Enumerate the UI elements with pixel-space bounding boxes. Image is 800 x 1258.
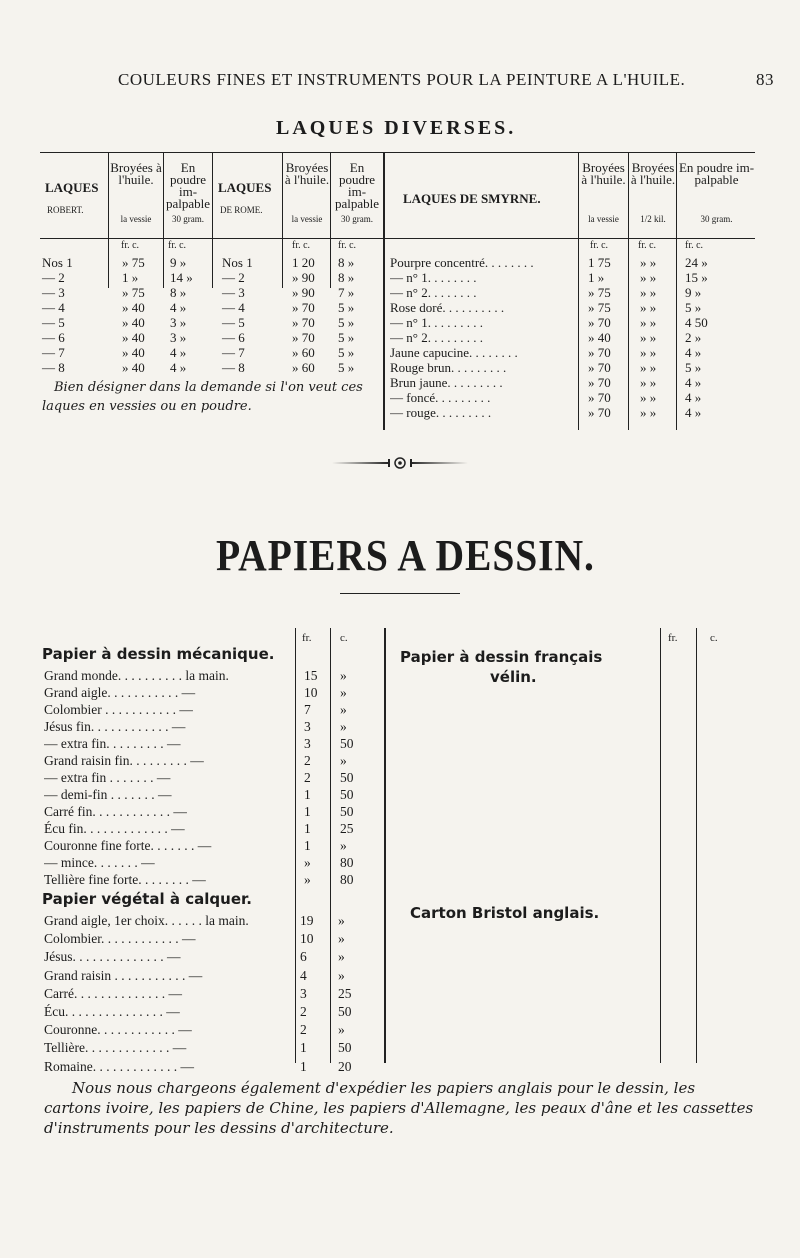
row-number: — 8 — [222, 360, 245, 375]
footer-note: Nous nous chargeons également d'expédier les papiers anglais pour le dessin, les cartons ivoire, les papiers de Chine, les papiers d'Allemagne, les peaux d'âne et les cassettes d'instruments pour les dessins d'architecture. — [44, 1079, 754, 1137]
price-vessie: » 70 — [588, 390, 611, 405]
row-number: — 8 — [42, 360, 65, 375]
laques-rome-sub: DE ROME. — [220, 205, 263, 215]
price-vessie: » 40 — [122, 360, 145, 375]
paper-item: Carré fin. . . . . . . . . . . . — — [44, 804, 187, 819]
price-fr: 1 — [304, 821, 311, 836]
price-vessie: » 40 — [122, 315, 145, 330]
paper-item: Jésus. . . . . . . . . . . . . . — — [44, 949, 181, 965]
header-broyees: Broyées à l'huile. — [284, 160, 330, 187]
price-poudre: 8 » — [338, 255, 355, 270]
row-number: — 4 — [42, 300, 65, 315]
paper-item: — mince. . . . . . . — — [44, 855, 155, 870]
price-vessie: » 75 — [588, 285, 611, 300]
veg-title: Papier végétal à calquer. — [42, 890, 252, 908]
price-fr: 2 — [300, 1022, 307, 1038]
row-number: — 6 — [42, 330, 65, 345]
price-c: 50 — [340, 770, 354, 785]
paper-item: Jésus fin. . . . . . . . . . . . — — [44, 719, 186, 734]
col-divider — [578, 152, 579, 430]
price-poudre: 5 » — [338, 345, 355, 360]
row-number: — 6 — [222, 330, 245, 345]
price-c: 50 — [340, 787, 354, 802]
table-header-rule — [40, 238, 755, 239]
col-divider — [108, 152, 109, 288]
price-vessie: » 40 — [588, 330, 611, 345]
price-c: 25 — [338, 985, 352, 1001]
row-number: Nos 1 — [42, 255, 73, 270]
price-poudre: 3 » — [170, 330, 187, 345]
price-c: 80 — [340, 872, 354, 887]
price-c: 80 — [340, 855, 354, 870]
price-half-kilo: » » — [640, 315, 657, 330]
col-divider — [660, 628, 661, 1063]
price-poudre: 4 » — [685, 390, 702, 405]
price-half-kilo: » » — [640, 330, 657, 345]
price-fr: 7 — [304, 702, 311, 717]
price-poudre: 2 » — [685, 330, 702, 345]
price-half-kilo: » » — [640, 360, 657, 375]
price-poudre: 5 » — [338, 300, 355, 315]
price-fr: 1 — [304, 838, 311, 853]
price-c: » — [338, 913, 345, 928]
price-vessie: » 90 — [292, 285, 315, 300]
paper-item: — extra fin . . . . . . . — — [44, 770, 171, 785]
price-fr: » — [304, 872, 311, 887]
price-fr: 3 — [304, 736, 311, 751]
smyrne-item: Rouge brun. . . . . . . . . — [390, 360, 507, 375]
price-vessie: » 70 — [588, 375, 611, 390]
header-30g: 30 gram. — [172, 214, 204, 224]
price-c: 50 — [338, 1040, 352, 1056]
price-c: » — [340, 719, 347, 734]
laques-robert-sub: ROBERT. — [47, 205, 84, 215]
smyrne-item: — rouge. . . . . . . . . — [390, 405, 492, 420]
price-fr: 3 — [300, 985, 307, 1001]
row-number: — 3 — [42, 285, 65, 300]
smyrne-item: Jaune capucine. . . . . . . . — [390, 345, 518, 360]
unit-label: fr. c. — [685, 240, 704, 251]
price-vessie: » 60 — [292, 345, 315, 360]
price-c: » — [338, 931, 345, 947]
price-vessie: » 40 — [122, 300, 145, 315]
price-fr: 19 — [300, 913, 314, 928]
paper-item: Grand aigle, 1er choix. . . . . . la main. — [44, 913, 249, 928]
price-half-kilo: » » — [640, 285, 657, 300]
paper-item: Couronne. . . . . . . . . . . . — — [44, 1022, 192, 1038]
fr-label: fr. — [302, 632, 312, 644]
price-c: 50 — [340, 804, 354, 819]
price-fr: 1 — [300, 1058, 307, 1074]
price-c: » — [340, 685, 347, 700]
header-poudre: En poudre im-palpable — [165, 160, 211, 211]
price-poudre: 8 » — [338, 270, 355, 285]
paper-item: Grand raisin . . . . . . . . . . . — — [44, 967, 203, 983]
header-30g: 30 gram. — [341, 214, 373, 224]
price-fr: 3 — [304, 719, 311, 734]
paper-item: Grand raisin fin. . . . . . . . . — — [44, 753, 204, 768]
smyrne-item: Pourpre concentré. . . . . . . . — [390, 255, 534, 270]
row-number: — 7 — [42, 345, 65, 360]
price-vessie: » 70 — [588, 360, 611, 375]
price-poudre: 4 » — [170, 300, 187, 315]
smyrne-item: — n° 1. . . . . . . . — [390, 270, 477, 285]
price-poudre: 5 » — [338, 360, 355, 375]
unit-label: fr. c. — [590, 240, 609, 251]
price-poudre: 24 » — [685, 255, 708, 270]
row-number: — 2 — [222, 270, 245, 285]
col-divider — [282, 152, 283, 288]
col-divider — [628, 152, 629, 430]
c-label: c. — [710, 632, 718, 644]
header-12kil: 1/2 kil. — [640, 214, 666, 224]
price-fr: 2 — [300, 1004, 307, 1019]
paper-item: Colombier . . . . . . . . . . . — — [44, 702, 193, 717]
price-c: » — [338, 949, 345, 965]
price-fr: 6 — [300, 949, 307, 965]
smyrne-item: — n° 2. . . . . . . . — [390, 285, 477, 300]
price-vessie: 1 75 — [588, 255, 611, 270]
col-divider — [163, 152, 164, 288]
paper-item: — demi-fin . . . . . . . — — [44, 787, 172, 802]
header-broyees: Broyées à l'huile. — [110, 160, 162, 187]
laques-rome-title: LAQUES — [218, 180, 272, 195]
header-vessie: la vessie — [588, 214, 619, 224]
unit-label: fr. c. — [168, 240, 187, 251]
smyrne-item: Rose doré. . . . . . . . . . — [390, 300, 505, 315]
paper-item: Écu fin. . . . . . . . . . . . . — — [44, 821, 185, 836]
price-half-kilo: » » — [640, 405, 657, 420]
price-c: 25 — [340, 821, 354, 836]
price-vessie: » 70 — [292, 330, 315, 345]
header-broyees-2: Broyées à l'huile. — [630, 160, 676, 187]
price-c: » — [338, 967, 345, 983]
price-vessie: 1 20 — [292, 255, 315, 270]
price-fr: 4 — [300, 967, 307, 983]
price-vessie: » 40 — [122, 330, 145, 345]
laques-smyrne-title: LAQUES DE SMYRNE. — [403, 191, 541, 206]
row-number: — 2 — [42, 270, 65, 285]
price-c: » — [340, 838, 347, 853]
header-30g: 30 gram. — [700, 214, 733, 224]
smyrne-item: — n° 1. . . . . . . . . — [390, 315, 483, 330]
price-vessie: » 40 — [122, 345, 145, 360]
price-poudre: 4 » — [170, 345, 187, 360]
price-vessie: 1 » — [122, 270, 139, 285]
paper-item: — extra fin. . . . . . . . . — — [44, 736, 181, 751]
meca-title: Papier à dessin mécanique. — [42, 645, 275, 663]
ornament-divider — [330, 455, 470, 469]
fr-label: fr. — [668, 632, 678, 644]
price-half-kilo: » » — [640, 270, 657, 285]
laques-note: Bien désigner dans la demande si l'on veut ces laques en vessies ou en poudre. — [42, 380, 363, 414]
paper-item: Carré. . . . . . . . . . . . . . — — [44, 985, 182, 1001]
price-c: 50 — [338, 1004, 352, 1019]
col-divider-main — [384, 628, 386, 1063]
price-vessie: » 70 — [588, 405, 611, 420]
paper-item: Tellière fine forte. . . . . . . . — — [44, 872, 206, 887]
header-broyees: Broyées à l'huile. — [581, 160, 626, 187]
section-title-laques: LAQUES DIVERSES. — [276, 117, 517, 139]
row-number: — 7 — [222, 345, 245, 360]
price-fr: 15 — [304, 668, 318, 683]
fr-title-2: vélin. — [490, 668, 537, 686]
price-poudre: 4 » — [685, 375, 702, 390]
price-half-kilo: » » — [640, 255, 657, 270]
row-number: — 4 — [222, 300, 245, 315]
price-poudre: 5 » — [338, 315, 355, 330]
price-fr: 10 — [304, 685, 318, 700]
price-poudre: 4 50 — [685, 315, 708, 330]
row-number: — 3 — [222, 285, 245, 300]
col-divider — [696, 628, 697, 1063]
price-fr: 1 — [304, 804, 311, 819]
price-half-kilo: » » — [640, 300, 657, 315]
header-vessie: la vessie — [291, 214, 323, 224]
price-c: » — [340, 668, 347, 683]
price-vessie: » 75 — [588, 300, 611, 315]
price-poudre: 7 » — [338, 285, 355, 300]
laques-robert-title: LAQUES — [45, 180, 99, 195]
price-poudre: 5 » — [338, 330, 355, 345]
col-divider — [330, 628, 331, 1063]
bristol-title: Carton Bristol anglais. — [410, 904, 600, 922]
price-half-kilo: » » — [640, 345, 657, 360]
row-number: Nos 1 — [222, 255, 253, 270]
price-poudre: 5 » — [685, 360, 702, 375]
price-poudre: 4 » — [685, 345, 702, 360]
price-vessie: » 70 — [588, 345, 611, 360]
price-c: 50 — [340, 736, 354, 751]
c-label: c. — [340, 632, 348, 644]
paper-item: Colombier. . . . . . . . . . . . — — [44, 931, 196, 947]
paper-item: Écu. . . . . . . . . . . . . . . — — [44, 1004, 180, 1019]
paper-item: Grand monde. . . . . . . . . . la main. — [44, 668, 229, 683]
price-vessie: » 60 — [292, 360, 315, 375]
col-divider-main — [383, 152, 385, 430]
price-half-kilo: » » — [640, 390, 657, 405]
col-divider — [676, 152, 677, 430]
price-c: » — [338, 1022, 345, 1038]
price-fr: 1 — [300, 1040, 307, 1056]
page-number: 83 — [756, 70, 774, 89]
price-c: 20 — [338, 1058, 352, 1074]
price-poudre: 9 » — [170, 255, 187, 270]
price-half-kilo: » » — [640, 375, 657, 390]
row-number: — 5 — [222, 315, 245, 330]
unit-label: fr. c. — [338, 240, 357, 251]
price-fr: » — [304, 855, 311, 870]
paper-item: Couronne fine forte. . . . . . . — — [44, 838, 212, 853]
price-poudre: 4 » — [170, 360, 187, 375]
header-poudre: En poudre im-palpable — [678, 160, 755, 187]
price-poudre: 8 » — [170, 285, 187, 300]
price-poudre: 3 » — [170, 315, 187, 330]
running-header: COULEURS FINES ET INSTRUMENTS POUR LA PEINTURE A L'HUILE. — [118, 70, 686, 89]
unit-label: fr. c. — [292, 240, 311, 251]
price-fr: 2 — [304, 753, 311, 768]
price-poudre: 14 » — [170, 270, 193, 285]
price-poudre: 5 » — [685, 300, 702, 315]
paper-item: Romaine. . . . . . . . . . . . . — — [44, 1058, 194, 1074]
header-poudre: En poudre im-palpable — [334, 160, 380, 211]
price-c: » — [340, 702, 347, 717]
price-vessie: » 75 — [122, 255, 145, 270]
unit-label: fr. c. — [638, 240, 657, 251]
price-c: » — [340, 753, 347, 768]
price-poudre: 4 » — [685, 405, 702, 420]
header-vessie: la vessie — [120, 214, 152, 224]
price-vessie: » 70 — [588, 315, 611, 330]
price-vessie: » 75 — [122, 285, 145, 300]
section-title-papiers: PAPIERS A DESSIN. — [216, 531, 595, 580]
price-fr: 2 — [304, 770, 311, 785]
title-underline — [340, 593, 460, 594]
price-vessie: 1 » — [588, 270, 605, 285]
price-vessie: » 70 — [292, 300, 315, 315]
price-vessie: » 90 — [292, 270, 315, 285]
col-divider — [330, 152, 331, 288]
price-fr: 10 — [300, 931, 314, 947]
row-number: — 5 — [42, 315, 65, 330]
col-divider — [295, 628, 296, 1063]
col-divider — [212, 152, 213, 288]
price-poudre: 9 » — [685, 285, 702, 300]
unit-label: fr. c. — [121, 240, 140, 251]
smyrne-item: — foncé. . . . . . . . . — [390, 390, 491, 405]
table-top-rule — [40, 152, 755, 153]
smyrne-item: — n° 2. . . . . . . . . — [390, 330, 483, 345]
price-fr: 1 — [304, 787, 311, 802]
paper-item: Grand aigle. . . . . . . . . . . — — [44, 685, 196, 700]
price-poudre: 15 » — [685, 270, 708, 285]
price-vessie: » 70 — [292, 315, 315, 330]
paper-item: Tellière. . . . . . . . . . . . . — — [44, 1040, 187, 1056]
fr-title-1: Papier à dessin français — [400, 648, 603, 666]
smyrne-item: Brun jaune. . . . . . . . . — [390, 375, 503, 390]
